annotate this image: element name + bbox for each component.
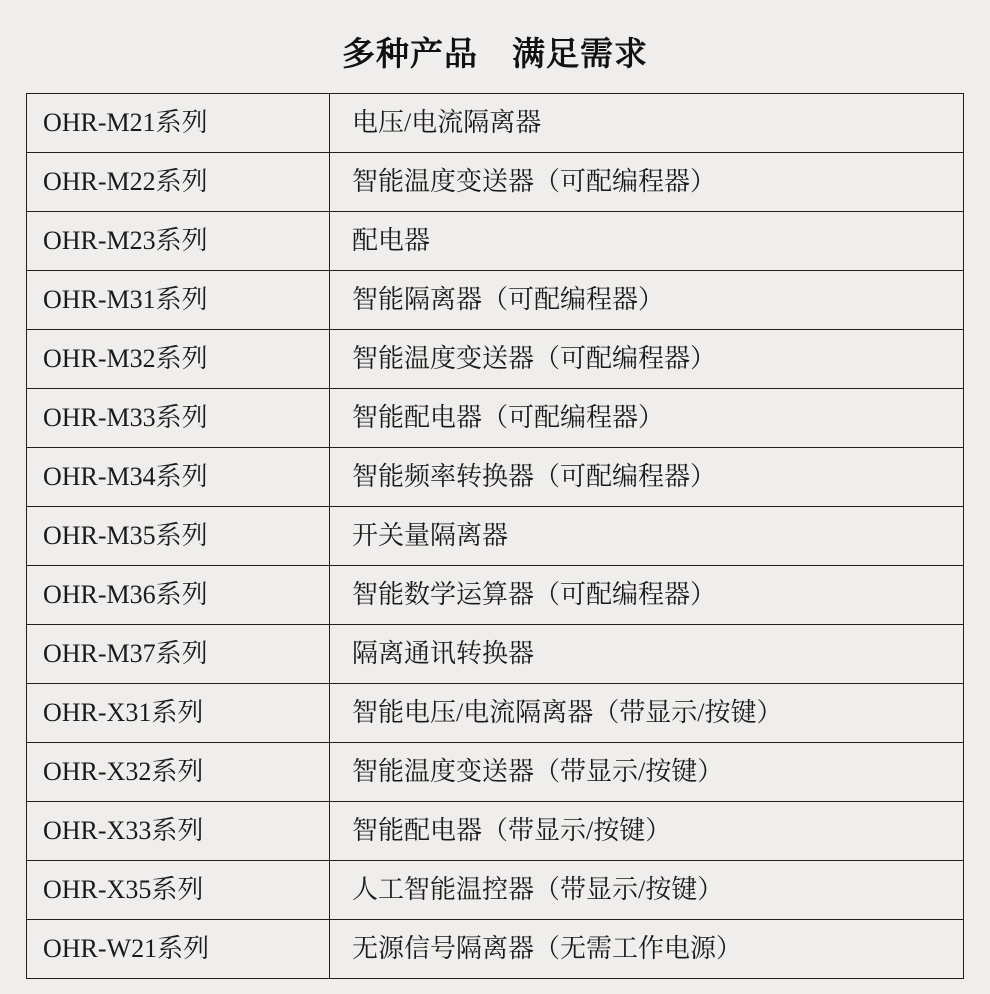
product-code: OHR-M34系列 bbox=[27, 448, 330, 507]
product-code: OHR-M36系列 bbox=[27, 566, 330, 625]
product-description: 智能温度变送器（带显示/按键） bbox=[330, 743, 964, 802]
product-description: 智能数学运算器（可配编程器） bbox=[330, 566, 964, 625]
product-description: 智能频率转换器（可配编程器） bbox=[330, 448, 964, 507]
table-row bbox=[27, 153, 964, 212]
product-description: 智能配电器（带显示/按键） bbox=[330, 802, 964, 861]
product-table-body bbox=[27, 94, 964, 979]
product-code: OHR-M22系列 bbox=[27, 153, 330, 212]
product-description: 智能隔离器（可配编程器） bbox=[330, 271, 964, 330]
product-code: OHR-X31系列 bbox=[27, 684, 330, 743]
product-description: 人工智能温控器（带显示/按键） bbox=[330, 861, 964, 920]
product-description: 无源信号隔离器（无需工作电源） bbox=[330, 920, 964, 979]
table-row bbox=[27, 684, 964, 743]
product-table bbox=[26, 93, 964, 979]
product-code: OHR-X33系列 bbox=[27, 802, 330, 861]
product-description: 智能温度变送器（可配编程器） bbox=[330, 330, 964, 389]
table-row bbox=[27, 861, 964, 920]
product-code: OHR-M37系列 bbox=[27, 625, 330, 684]
product-description: 隔离通讯转换器 bbox=[330, 625, 964, 684]
product-description: 电压/电流隔离器 bbox=[330, 94, 964, 153]
product-description: 开关量隔离器 bbox=[330, 507, 964, 566]
page-title-right: 满足需求 bbox=[512, 35, 648, 72]
table-row bbox=[27, 507, 964, 566]
product-code: OHR-W21系列 bbox=[27, 920, 330, 979]
product-description: 配电器 bbox=[330, 212, 964, 271]
product-code: OHR-M21系列 bbox=[27, 94, 330, 153]
product-table-wrapper bbox=[26, 93, 964, 979]
product-description: 智能电压/电流隔离器（带显示/按键） bbox=[330, 684, 964, 743]
table-row bbox=[27, 566, 964, 625]
page-title bbox=[0, 0, 990, 93]
product-description: 智能配电器（可配编程器） bbox=[330, 389, 964, 448]
table-row bbox=[27, 920, 964, 979]
table-row bbox=[27, 448, 964, 507]
table-row bbox=[27, 389, 964, 448]
product-code: OHR-X32系列 bbox=[27, 743, 330, 802]
product-code: OHR-M33系列 bbox=[27, 389, 330, 448]
table-row bbox=[27, 743, 964, 802]
product-code: OHR-M31系列 bbox=[27, 271, 330, 330]
product-code: OHR-M32系列 bbox=[27, 330, 330, 389]
table-row bbox=[27, 625, 964, 684]
product-description: 智能温度变送器（可配编程器） bbox=[330, 153, 964, 212]
product-code: OHR-X35系列 bbox=[27, 861, 330, 920]
table-row bbox=[27, 802, 964, 861]
product-code: OHR-M35系列 bbox=[27, 507, 330, 566]
page-title-left: 多种产品 bbox=[342, 35, 478, 72]
table-row bbox=[27, 94, 964, 153]
table-row bbox=[27, 271, 964, 330]
table-row bbox=[27, 330, 964, 389]
table-row bbox=[27, 212, 964, 271]
product-code: OHR-M23系列 bbox=[27, 212, 330, 271]
